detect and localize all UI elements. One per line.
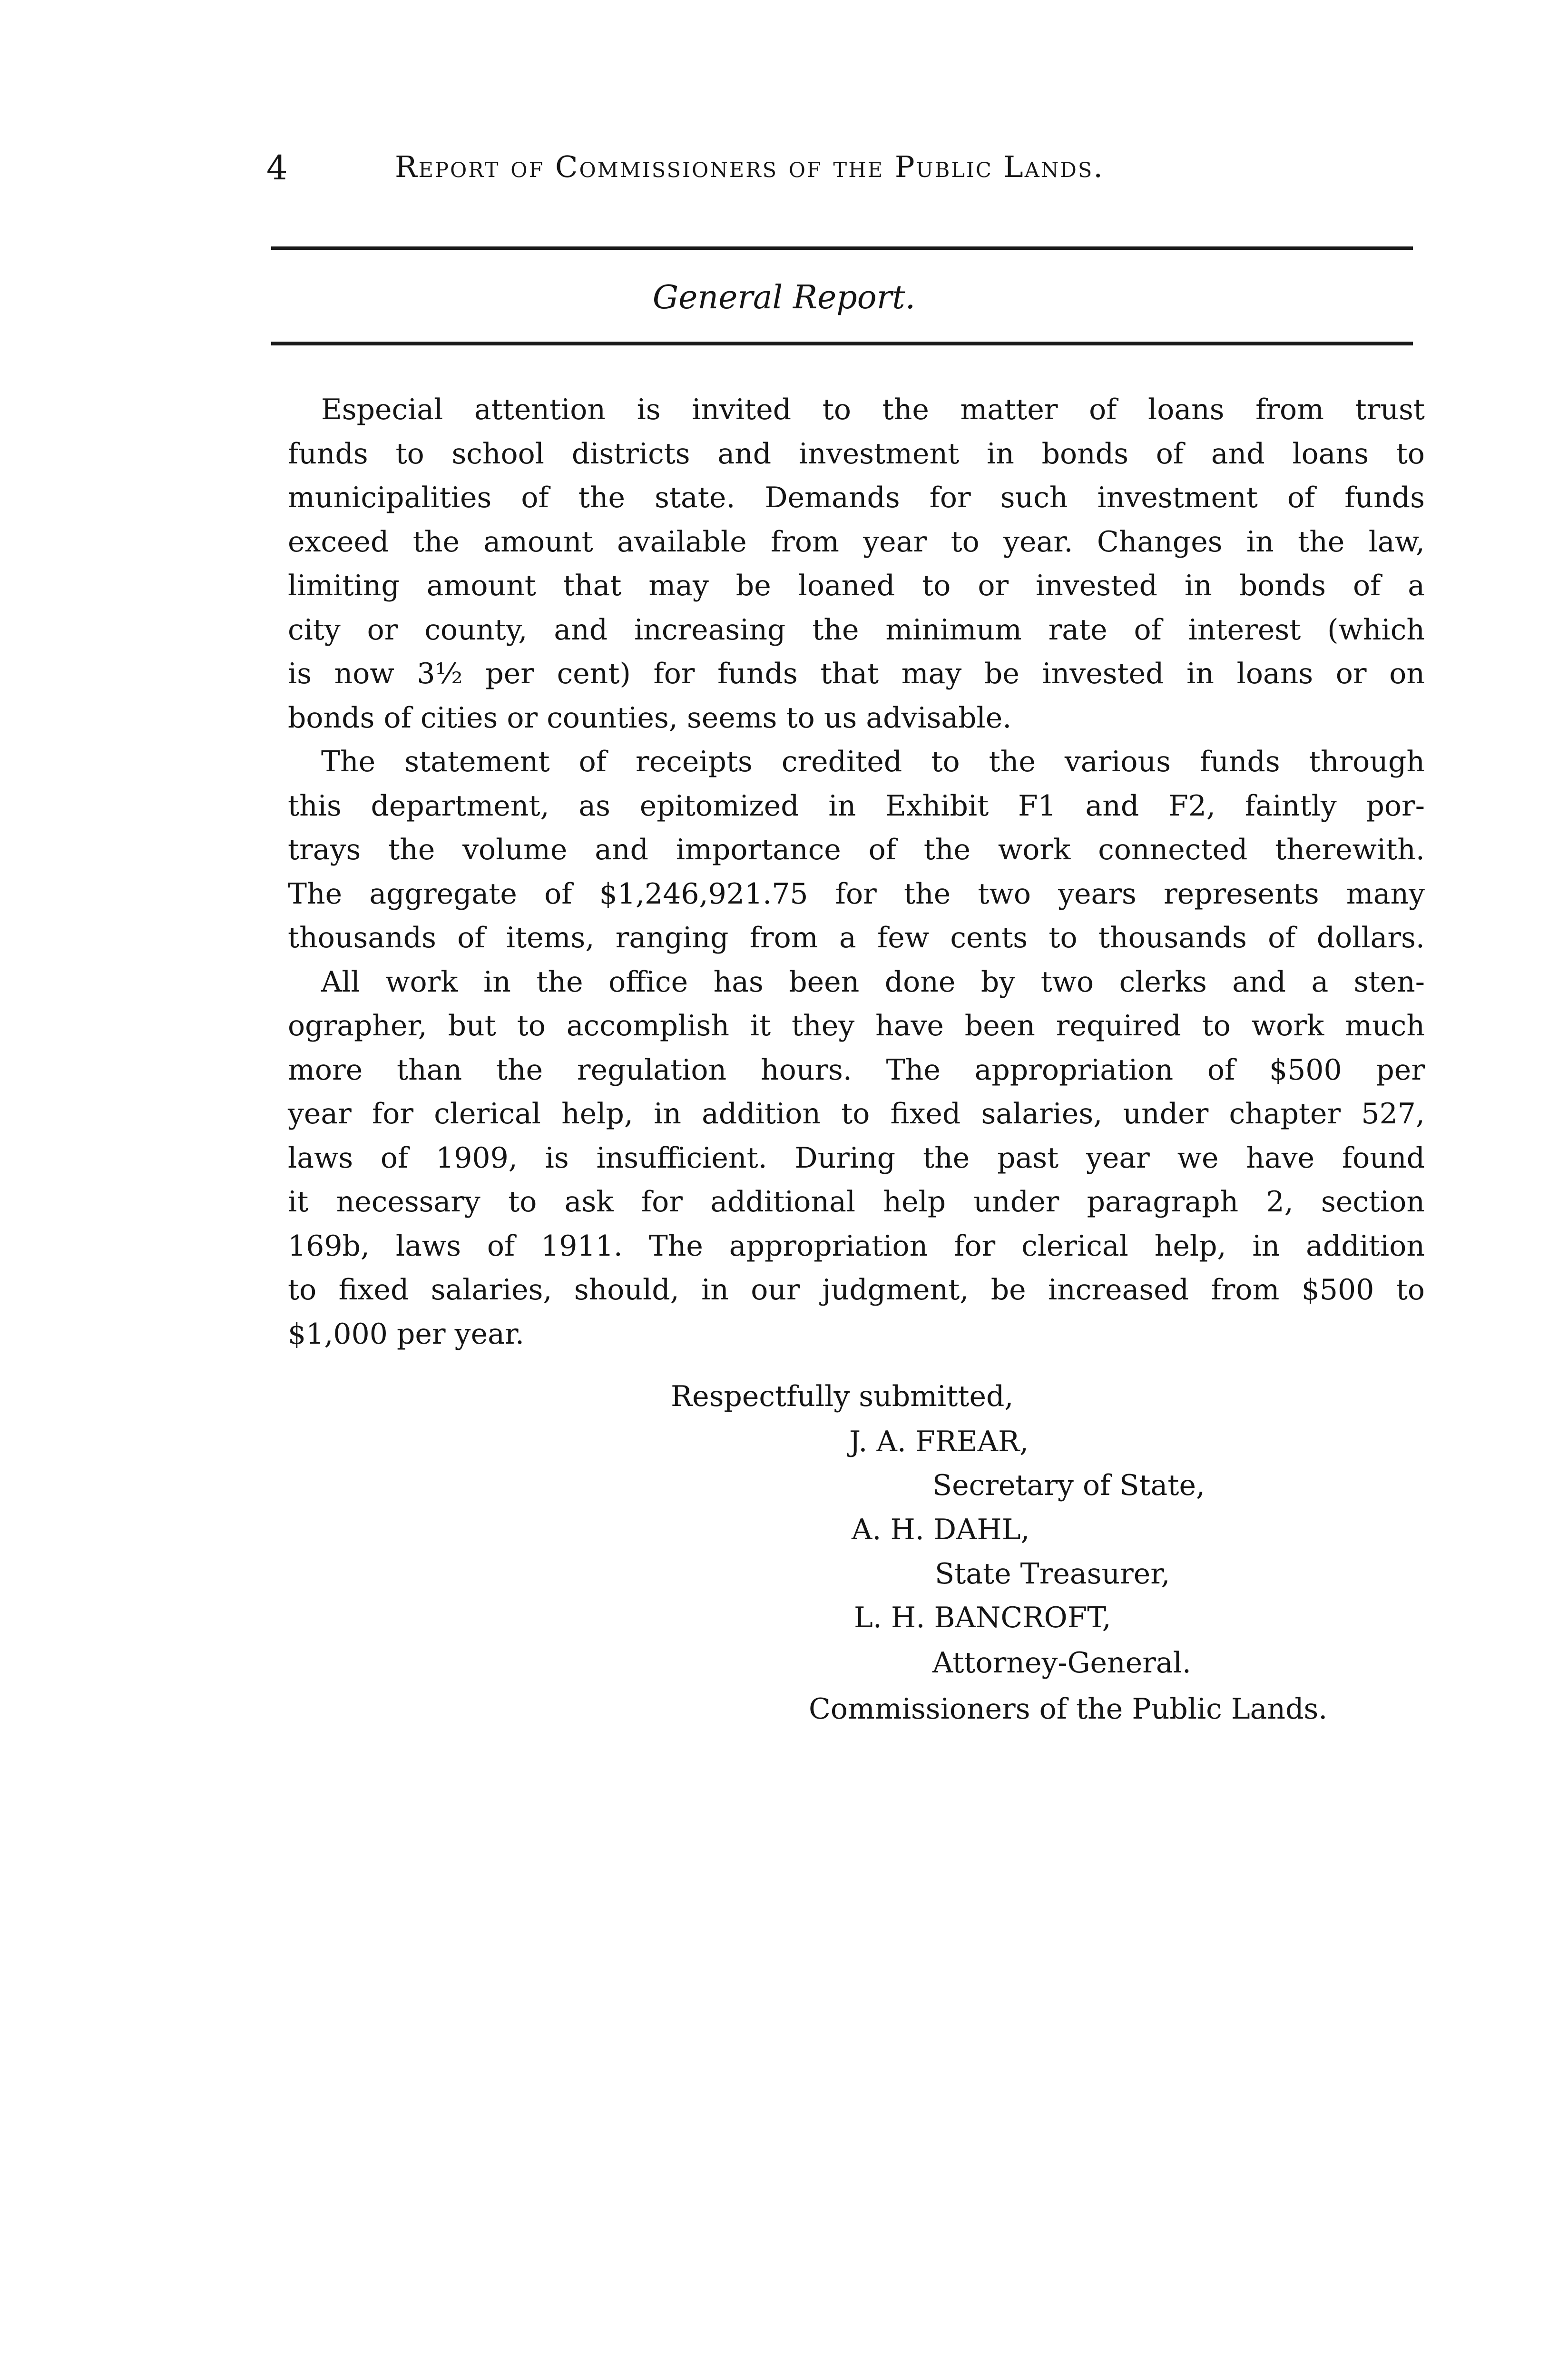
signatory-name: A. H. DAHL,: [852, 1513, 1030, 1546]
section-title: General Report.: [652, 279, 916, 316]
signatory-name: L. H. BANCROFT,: [854, 1601, 1111, 1634]
text-line: The statement of receipts credited to the various funds through: [321, 745, 1425, 778]
header-rule-bottom: [271, 342, 1413, 345]
text-line: bonds of cities or counties, seems to us advisable.: [288, 701, 1012, 735]
paragraph-receipts: [288, 740, 1425, 960]
running-title: Report of Commissioners of the Public Lands.: [395, 149, 1105, 184]
signatory-name: J. A. FREAR,: [849, 1425, 1029, 1458]
text-line: is now 3½ per cent) for funds that may be invested in loans or on: [288, 657, 1425, 690]
text-line: trays the volume and importance of the work connected therewith.: [288, 833, 1425, 866]
closing-salutation: Respectfully submitted,: [671, 1380, 1014, 1413]
text-line: limiting amount that may be loaned to or invested in bonds of a: [288, 569, 1425, 602]
text-line: 169b, laws of 1911. The appropriation for clerical help, in addition: [288, 1229, 1425, 1263]
text-line: The aggregate of $1,246,921.75 for the two years represents many: [288, 877, 1425, 911]
report-body: [288, 388, 1425, 1356]
text-line: Especial attention is invited to the matter of loans from trust: [321, 393, 1425, 426]
header-rule-top: [271, 246, 1413, 250]
text-line: municipalities of the state. Demands for such investment of funds: [288, 481, 1425, 514]
text-line: more than the regulation hours. The appropriation of $500 per: [288, 1053, 1425, 1087]
text-line: thousands of items, ranging from a few cents to thousands of dollars.: [288, 921, 1425, 954]
page-number: 4: [266, 148, 288, 187]
text-line: this department, as epitomized in Exhibit F1 and F2, faintly por-: [288, 789, 1425, 823]
text-line: laws of 1909, is insufficient. During the past year we have found: [288, 1141, 1425, 1175]
text-line: ographer, but to accomplish it they have been required to work much: [288, 1009, 1425, 1042]
text-line: city or county, and increasing the minimum rate of interest (which: [288, 613, 1425, 647]
signing-body: Commissioners of the Public Lands.: [809, 1692, 1328, 1726]
paragraph-clerical-help: [288, 960, 1425, 1357]
text-line: All work in the office has been done by two clerks and a sten-: [321, 965, 1425, 999]
paragraph-loans: [288, 388, 1425, 740]
signatory-title: Secretary of State,: [932, 1469, 1205, 1502]
signatory-title: State Treasurer,: [935, 1557, 1170, 1591]
signatory-title: Attorney-General.: [932, 1646, 1191, 1680]
text-line: $1,000 per year.: [288, 1317, 525, 1351]
text-line: to fixed salaries, should, in our judgment, be increased from $500 to: [288, 1273, 1425, 1307]
text-line: funds to school districts and investment in bonds of and loans to: [288, 437, 1425, 471]
text-line: exceed the amount available from year to year. Changes in the law,: [288, 525, 1425, 559]
text-line: year for clerical help, in addition to fixed salaries, under chapter 527,: [288, 1097, 1425, 1131]
text-line: it necessary to ask for additional help under paragraph 2, section: [288, 1185, 1425, 1219]
